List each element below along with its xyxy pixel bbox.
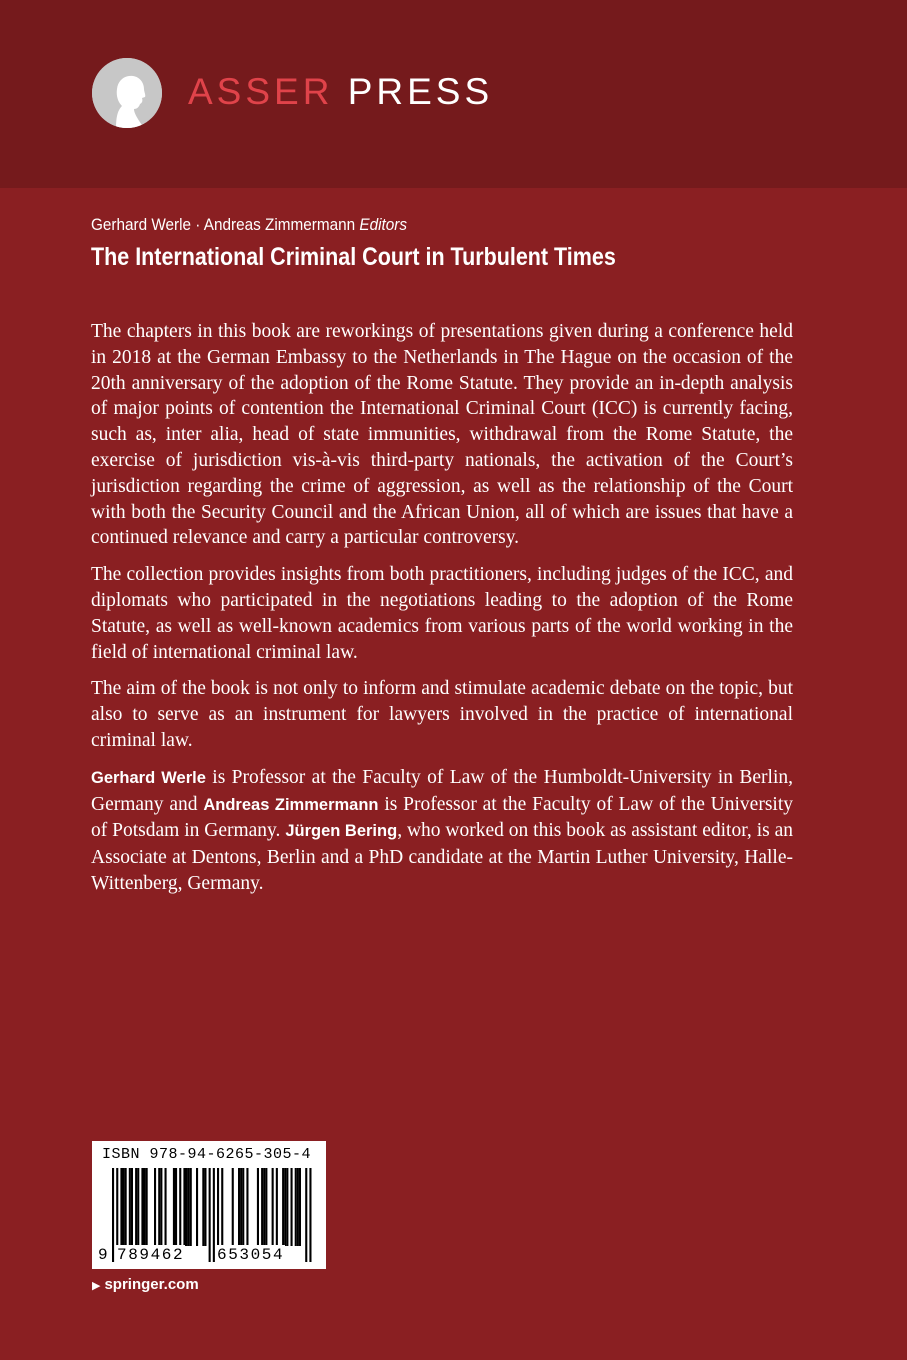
barcode-bar bbox=[204, 1168, 206, 1246]
barcode-bar bbox=[202, 1168, 204, 1246]
blurb-paragraph-2: The collection provides insights from both practitioners, including judges of the ICC, and diplomats who participated in the negotiations leading to the adoption of the Rome Statute, as well as well-known academics from various parts of the world working in the field of international criminal law. bbox=[91, 564, 793, 663]
editor-role: Editors bbox=[359, 215, 408, 234]
ean-right-digits: 653054 bbox=[217, 1246, 285, 1264]
blurb-paragraph-1: The chapters in this book are reworkings of presentations given during a conference held in 2018 at the German Embassy to the Netherlands in The Hague on the occasion of the 20th anniversary of the adoption of the Rome Statute. They provide an in-depth analysis of major points of contention the International Criminal Court (ICC) is currently facing, such as, inter alia, head of state immunities, withdrawal from the Rome Statute, the exercise of jurisdiction vis-à-vis third-party nationals, the activation of the Court’s jurisdiction regarding the crime of aggression, as well as the relationship of the Court with both the Security Council and the African Union, all of which are issues that have a continued relevance and carry a particular controversy. bbox=[91, 321, 793, 549]
barcode-bar bbox=[261, 1168, 263, 1246]
back-cover-blurb bbox=[91, 319, 793, 908]
barcode-bar bbox=[272, 1168, 274, 1246]
barcode-bar bbox=[190, 1168, 192, 1246]
barcode-bar bbox=[309, 1168, 311, 1262]
isbn-barcode bbox=[92, 1141, 326, 1269]
barcode-bar bbox=[158, 1168, 160, 1246]
barcode-bar bbox=[282, 1168, 284, 1246]
barcode-bar bbox=[209, 1168, 211, 1262]
barcode-bar bbox=[217, 1168, 219, 1246]
barcode-bar bbox=[120, 1168, 122, 1246]
barcode-bar bbox=[183, 1168, 185, 1246]
barcode-bar bbox=[165, 1168, 167, 1246]
barcode-bar bbox=[232, 1168, 234, 1246]
publisher-name-part1: ASSER bbox=[188, 71, 334, 112]
book-title: The International Criminal Court in Turbulent Times bbox=[91, 243, 616, 271]
barcode-bar bbox=[299, 1168, 301, 1246]
triangle-right-icon: ▶ bbox=[92, 1280, 101, 1292]
barcode-bar bbox=[131, 1168, 133, 1246]
barcode-bar bbox=[297, 1168, 299, 1246]
barcode-bar bbox=[265, 1168, 267, 1246]
editors-line bbox=[91, 213, 407, 237]
isbn-label: ISBN 978-94-6265-305-4 bbox=[102, 1146, 312, 1163]
barcode-bar bbox=[173, 1168, 175, 1246]
editor-names: Gerhard Werle · Andreas Zimmermann bbox=[91, 215, 356, 234]
barcode-bar bbox=[160, 1168, 162, 1246]
bio-text-3: , who worked on this book as assistant editor, is an Associate at Dentons, Berlin and a PhD candidate at the Martin Luther University, Halle-Wittenberg, Germany. bbox=[91, 820, 793, 894]
barcode-bar bbox=[246, 1168, 248, 1246]
barcode-bar bbox=[291, 1168, 293, 1246]
profile-portrait-icon bbox=[92, 58, 162, 128]
ean-left-digits: 789462 bbox=[117, 1246, 185, 1264]
barcode-bar bbox=[276, 1168, 278, 1246]
barcode-bar bbox=[125, 1168, 127, 1246]
bio-name-2: Andreas Zimmermann bbox=[203, 795, 379, 814]
barcode-bar bbox=[221, 1168, 223, 1246]
barcode-bar bbox=[141, 1168, 143, 1246]
barcode-bar bbox=[196, 1168, 198, 1246]
barcode-bar bbox=[123, 1168, 125, 1246]
barcode-bar bbox=[179, 1168, 181, 1246]
barcode-bar bbox=[146, 1168, 148, 1246]
barcode-bar bbox=[305, 1168, 307, 1262]
barcode-bar bbox=[286, 1168, 288, 1246]
barcode-bar bbox=[284, 1168, 286, 1246]
barcode-bar bbox=[238, 1168, 240, 1246]
barcode-bar bbox=[154, 1168, 156, 1246]
publisher-header-band bbox=[0, 0, 907, 188]
barcode-bar bbox=[129, 1168, 131, 1246]
barcode-bar bbox=[112, 1168, 114, 1262]
publisher-name bbox=[188, 70, 493, 114]
blurb-paragraph-3: The aim of the book is not only to inform and stimulate academic debate on the topic, but also to serve as an instrument for lawyers involved in the practice of international criminal law. bbox=[91, 678, 793, 751]
barcode-bar bbox=[188, 1168, 190, 1246]
barcode-bar bbox=[137, 1168, 139, 1246]
barcode-bar bbox=[135, 1168, 137, 1246]
barcode-bar bbox=[240, 1168, 242, 1246]
barcode-bar bbox=[263, 1168, 265, 1246]
ean-first-digit: 9 bbox=[98, 1246, 108, 1264]
bio-text-1: is Professor at the Faculty of Law of the Humboldt-University in Berlin, Germany and bbox=[91, 766, 793, 815]
barcode-bar bbox=[295, 1168, 297, 1246]
barcode-bar bbox=[144, 1168, 146, 1246]
barcode-bar bbox=[242, 1168, 244, 1246]
bio-text-2: is Professor at the Faculty of Law of the University of Potsdam in Germany. bbox=[91, 793, 793, 842]
website-link[interactable] bbox=[92, 1275, 199, 1296]
barcode-bar bbox=[257, 1168, 259, 1246]
barcode-bar bbox=[186, 1168, 188, 1246]
publisher-name-part2: PRESS bbox=[347, 71, 494, 112]
website-text: springer.com bbox=[104, 1276, 199, 1293]
editor-bio bbox=[91, 765, 793, 897]
barcode-bar bbox=[175, 1168, 177, 1246]
bio-name-1: Gerhard Werle bbox=[91, 768, 206, 787]
bio-name-3: Jürgen Bering bbox=[285, 822, 398, 841]
barcode-bar bbox=[213, 1168, 215, 1262]
